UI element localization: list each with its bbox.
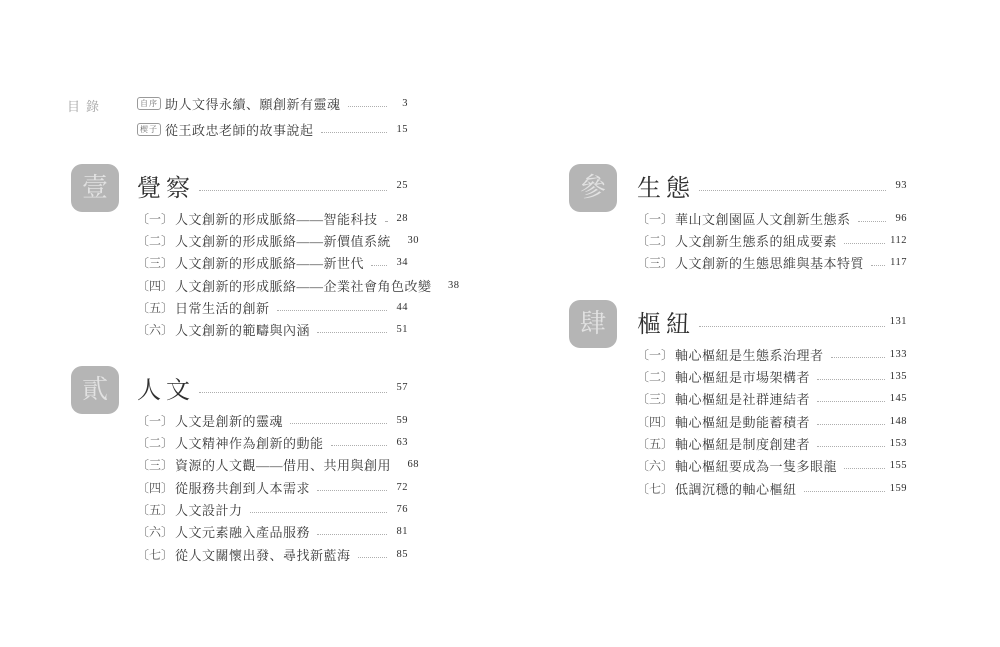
toc-item-number: 〔三〕 [637,392,674,407]
toc-item-title: 人文元素融入產品服務 [175,525,311,541]
toc-item-number: 〔四〕 [637,414,674,429]
section-title-row [637,164,907,207]
toc-item-number: 〔六〕 [637,459,674,474]
toc-item [137,319,408,341]
toc-item-page: 51 [396,324,408,336]
toc-item-title: 助人文得永續、願創新有靈魂 [165,96,341,112]
toc-item-page: 34 [396,257,408,269]
toc-item [137,454,420,476]
leader-dots [844,243,885,244]
toc-item-title: 人文創新的範疇與內涵 [175,323,311,339]
toc-item-title: 軸心樞紐是社群連結者 [675,392,811,408]
toc-item-page: 3 [402,97,408,109]
leader-dots [831,357,885,358]
leader-dots [199,190,387,191]
toc-item-number: 〔七〕 [137,547,174,562]
toc-item [137,498,408,520]
toc-item-page: 112 [890,235,907,247]
toc-item [137,274,460,296]
toc-item-title: 人文設計力 [175,503,243,519]
toc-item-title: 從人文關懷出發、尋找新藍海 [175,547,351,563]
section-title-row [137,366,408,409]
toc-item [137,207,408,229]
leader-dots [817,424,885,425]
section-title: 覺察 [137,176,195,202]
toc-item-number: 〔一〕 [637,347,674,362]
leader-dots [858,221,886,222]
toc-item [137,296,408,318]
section-hub [569,300,907,499]
toc-item [637,365,907,387]
toc-item [137,521,408,543]
toc-item-number: 〔五〕 [637,437,674,452]
leader-dots [321,132,387,133]
toc-item-page: 68 [407,459,420,471]
toc-item [137,229,420,251]
toc-item-title: 軸心樞紐是動能蓄積者 [675,414,811,430]
toc-item-number: 〔五〕 [137,503,174,518]
toc-item-page: 155 [889,460,907,472]
toc-item-page: 63 [396,437,408,449]
toc-item [637,455,907,477]
toc-item-title: 軸心樞紐是制度創建者 [675,437,811,453]
toc-item-number: 〔一〕 [137,413,174,428]
leader-dots [817,379,885,380]
leader-dots [385,221,387,222]
toc-item [137,543,408,565]
leader-dots [331,445,387,446]
toc-item-title: 人文創新生態系的組成要素 [675,234,838,250]
toc-item-title: 資源的人文觀——借用、共用與創用 [175,458,392,474]
toc-item-number: 〔五〕 [137,301,174,316]
toc-item-page: 59 [396,414,408,426]
section-title-row [637,300,907,343]
section-title-row [137,164,408,207]
toc-item-page: 117 [890,257,907,269]
front-matter-list [137,90,408,142]
section-badge: 肆 [569,300,617,348]
toc-item-number: 〔二〕 [137,234,174,249]
section-page: 131 [889,316,907,327]
toc-item [137,431,408,453]
toc-item [137,116,408,142]
toc-item-page: 15 [396,123,408,135]
section-badge: 壹 [71,164,119,212]
toc-item [137,476,408,498]
section-ecosystem [569,164,907,274]
toc-item-page: 76 [396,504,408,516]
toc-item-page: 44 [396,302,408,314]
toc-item [137,90,408,116]
toc-item-title: 從服務共創到人本需求 [175,480,311,496]
leader-dots [348,106,387,107]
toc-item-page: 85 [396,548,408,560]
leader-dots [317,332,387,333]
toc-item-title: 日常生活的創新 [175,301,270,317]
toc-item-page: 28 [396,212,408,224]
toc-item [637,432,907,454]
toc-item-number: 〔七〕 [637,481,674,496]
toc-item [637,207,907,229]
toc-item [637,229,907,251]
toc-item-page: 148 [889,415,907,427]
toc-item-title: 低調沉穩的軸心樞紐 [675,481,797,497]
section-title: 生態 [637,176,695,202]
toc-item-title: 軸心樞紐是市場架構者 [675,370,811,386]
section-badge: 貳 [71,366,119,414]
leader-dots [250,512,387,513]
leader-dots [699,326,885,327]
section-page: 57 [396,382,408,393]
leader-dots [871,265,885,266]
toc-item-number: 〔二〕 [637,370,674,385]
front-matter-tag: 楔子 [137,123,161,136]
toc-item-title: 人文創新的形成脈絡——新價值系統 [175,234,392,250]
toc-item-title: 華山文創園區人文創新生態系 [675,211,851,227]
toc-item [637,252,907,274]
section-humanity [71,366,420,565]
toc-item-page: 153 [889,438,907,450]
leader-dots [277,310,387,311]
section-title: 樞紐 [637,312,695,338]
toc-item-title: 人文創新的形成脈絡——新世代 [175,256,365,272]
section-title: 人文 [137,378,195,404]
toc-item-title: 從王政忠老師的故事說起 [165,122,314,138]
section-page: 25 [396,180,408,191]
toc-item-page: 135 [889,371,907,383]
toc-item-page: 145 [889,393,907,405]
toc-item [637,388,907,410]
toc-item [637,343,907,365]
toc-item-title: 人文創新的形成脈絡——智能科技 [175,211,378,227]
toc-item-page: 72 [396,481,408,493]
toc-item-number: 〔一〕 [137,211,174,226]
leader-dots [317,534,387,535]
toc-item-number: 〔二〕 [137,436,174,451]
section-badge: 參 [569,164,617,212]
toc-item-page: 133 [889,348,907,360]
section-awareness [71,164,460,341]
leader-dots [199,392,387,393]
toc-item-number: 〔三〕 [137,256,174,271]
leader-dots [817,446,885,447]
toc-item-number: 〔三〕 [637,256,674,271]
leader-dots [804,491,885,492]
toc-item [137,252,408,274]
toc-item-page: 81 [396,526,408,538]
leader-dots [358,557,387,558]
toc-item-title: 軸心樞紐要成為一隻多眼龍 [675,459,838,475]
toc-item-title: 人文創新的形成脈絡——企業社會角色改變 [175,278,432,294]
toc-item [637,410,907,432]
leader-dots [817,401,885,402]
toc-item [137,409,408,431]
leader-dots [317,490,387,491]
toc-item-number: 〔六〕 [137,525,174,540]
leader-dots [844,468,885,469]
front-matter-tag: 自序 [137,97,161,110]
section-page: 93 [895,180,907,191]
toc-item-page: 38 [448,279,460,291]
toc-item-number: 〔三〕 [137,458,174,473]
section-items [637,343,907,499]
toc-item-number: 〔二〕 [637,234,674,249]
section-items [137,409,420,565]
section-items [637,207,907,274]
toc-item-number: 〔四〕 [137,278,174,293]
leader-dots [699,190,886,191]
toc-item-title: 人文創新的生態思維與基本特質 [675,256,865,272]
toc-item-number: 〔四〕 [137,480,174,495]
toc-item-title: 人文是創新的靈魂 [175,413,284,429]
section-items [137,207,460,341]
toc-item-page: 30 [407,235,420,247]
toc-item-title: 軸心樞紐是生態系治理者 [675,347,824,363]
toc-item-number: 〔一〕 [637,211,674,226]
toc-item-number: 〔六〕 [137,323,174,338]
leader-dots [371,265,387,266]
toc-item-page: 159 [889,482,907,494]
toc-title: 目錄 [67,99,106,114]
leader-dots [290,423,387,424]
toc-item-title: 人文精神作為創新的動能 [175,436,324,452]
toc-item [637,477,907,499]
toc-item-page: 96 [895,212,907,224]
